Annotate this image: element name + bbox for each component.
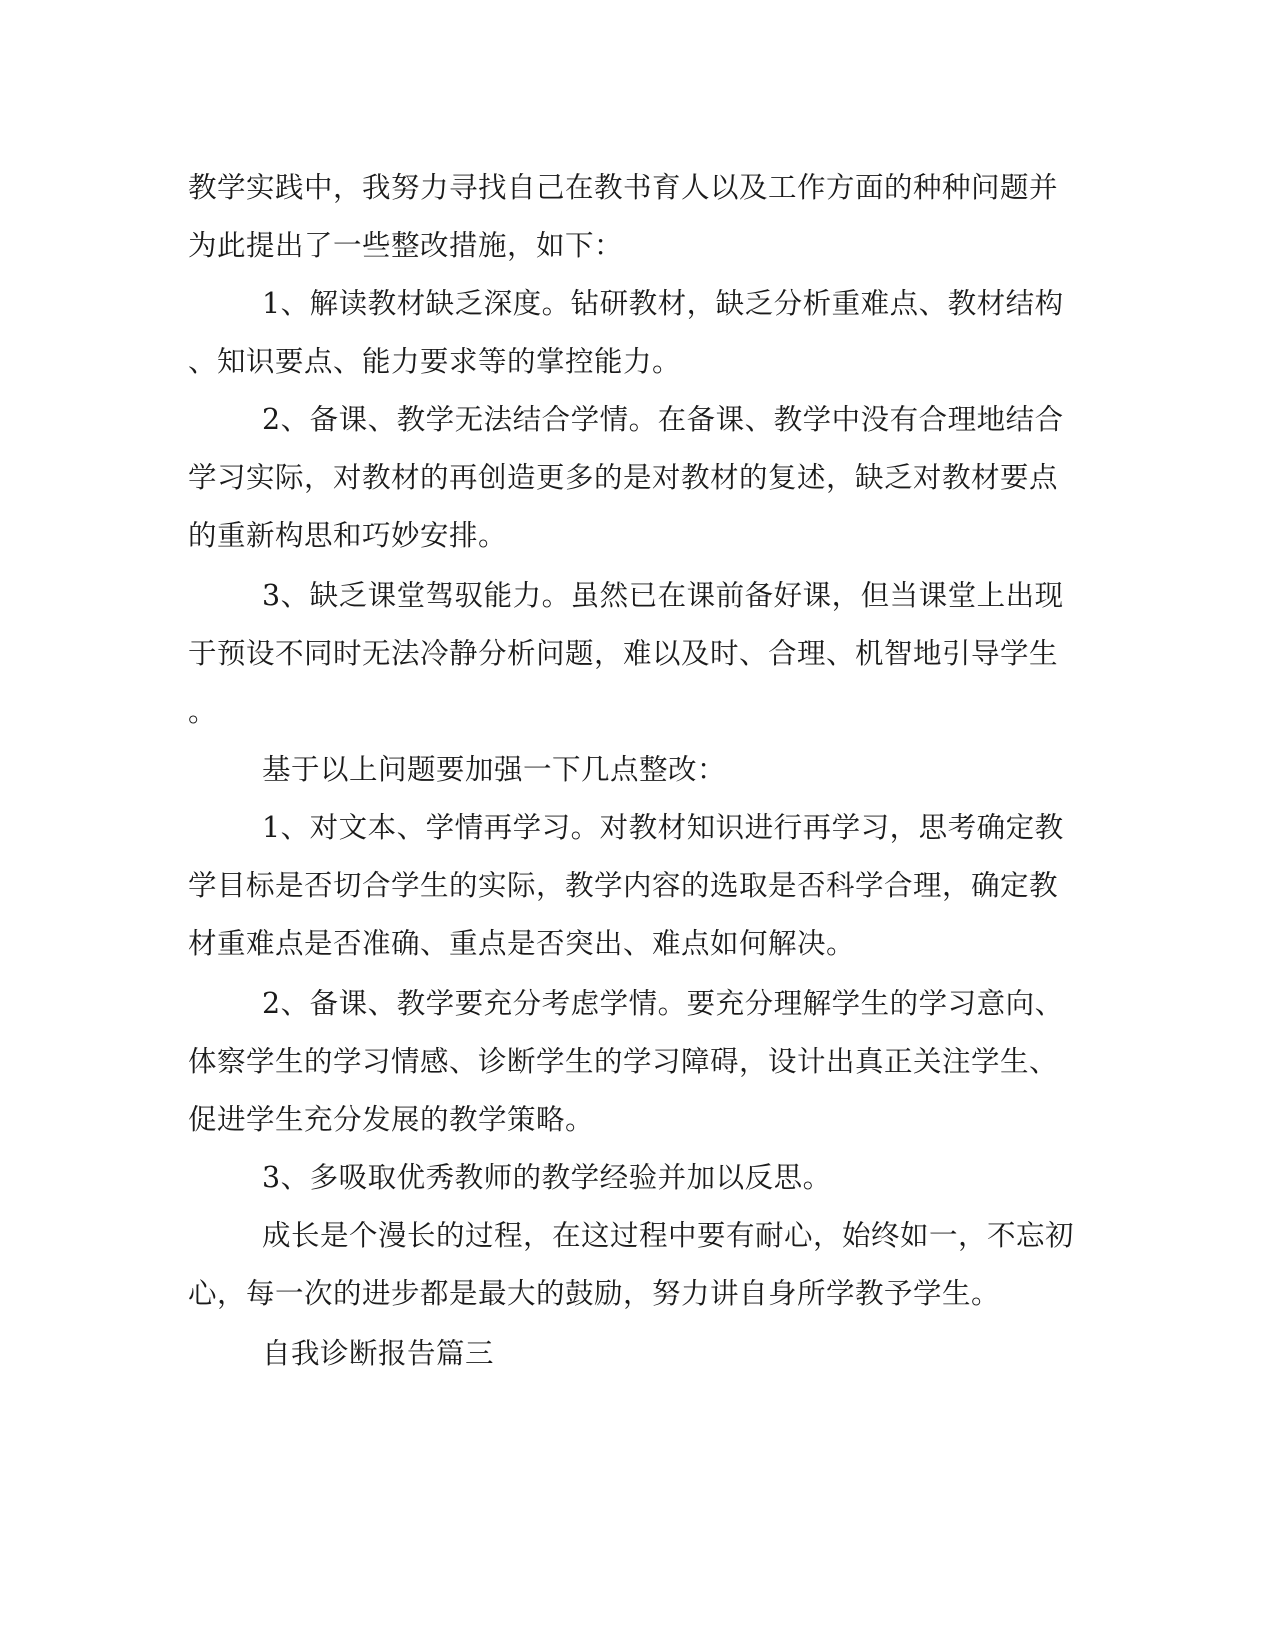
text-line: 2、备课、教学无法结合学情。在备课、教学中没有合理地结合 <box>262 403 1064 436</box>
text-line: 学目标是否切合学生的实际，教学内容的选取是否科学合理，确定教 <box>188 869 1059 902</box>
text-line: 材重难点是否准确、重点是否突出、难点如何解决。 <box>188 927 856 960</box>
text-line: 基于以上问题要加强一下几点整改： <box>262 753 727 786</box>
text-line: 体察学生的学习情感、诊断学生的学习障碍，设计出真正关注学生、 <box>188 1045 1059 1078</box>
text-line: 学习实际，对教材的再创造更多的是对教材的复述，缺乏对教材要点 <box>188 461 1059 494</box>
text-line: 。 <box>188 695 218 728</box>
text-line: 2、备课、教学要充分考虑学情。要充分理解学生的学习意向、 <box>262 987 1064 1020</box>
text-line: 1、解读教材缺乏深度。钻研教材，缺乏分析重难点、教材结构 <box>262 287 1064 320</box>
text-line: 成长是个漫长的过程，在这过程中要有耐心，始终如一，不忘初 <box>262 1219 1075 1252</box>
text-line: 心，每一次的进步都是最大的鼓励，努力讲自身所学教予学生。 <box>188 1277 1001 1310</box>
text-line: 为此提出了一些整改措施，如下： <box>188 229 624 262</box>
section-heading: 自我诊断报告篇三 <box>262 1337 495 1370</box>
text-line: 3、多吸取优秀教师的教学经验并加以反思。 <box>262 1161 832 1194</box>
text-line: 促进学生充分发展的教学策略。 <box>188 1103 595 1136</box>
text-line: 于预设不同时无法冷静分析问题，难以及时、合理、机智地引导学生 <box>188 637 1059 670</box>
text-line: 的重新构思和巧妙安排。 <box>188 519 508 552</box>
text-line: 、知识要点、能力要求等的掌控能力。 <box>188 345 682 378</box>
text-line: 教学实践中，我努力寻找自己在教书育人以及工作方面的种种问题并 <box>188 171 1059 204</box>
text-line: 1、对文本、学情再学习。对教材知识进行再学习，思考确定教 <box>262 811 1064 844</box>
text-line: 3、缺乏课堂驾驭能力。虽然已在课前备好课，但当课堂上出现 <box>262 579 1064 612</box>
